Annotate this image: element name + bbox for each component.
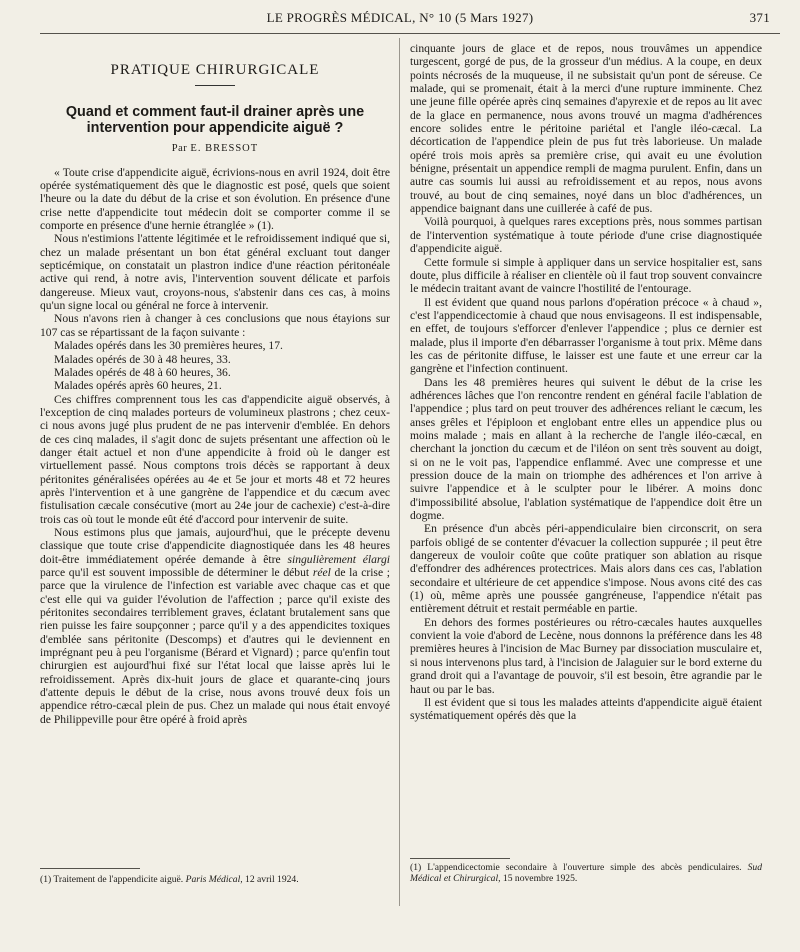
footnote-text: (1) Traitement de l'appendicite aiguë. <box>40 874 184 885</box>
text-run: Nous estimons plus que jamais, aujourd'hui, que le précepte devenu classique que toute crise d'appendicite diagnostiquée dans les 48 heures doit-être immédiatement opérée demande à être <box>40 525 390 566</box>
paragraph: Ces chiffres comprennent tous les cas d'appendicite aiguë observés, à l'exception de cinq malades porteurs de volumineux plastrons ; chez ceux-ci nous avons jugé plus prudent de ne pas intervenir d'emblée. En dehors de ces cinq malades, il s'agit donc de sujets présentant une affection où le danger était actuel et non d'une appendicite à froid où le danger est virtuellement passé. Nous comptons trois décès se rapportant à deux péritonites généralisées opérées au 4e et 5e jour et morts 48 et 72 heures après l'intervention et à une gangrène de l'appendice et du cæcum avec fistulisation cæcale consécutive (mort au 24e jour de cachexie) c'est-à-dire trois cas où tout le monde eût été d'accord pour intervenir de suite. <box>40 392 390 526</box>
footnote-text: (1) L'appendicectomie secondaire à l'ouverture simple des abcès pendiculaires. <box>410 862 742 873</box>
byline <box>40 142 390 155</box>
paragraph: Il est évident que si tous les malades atteints d'appendicite aiguë étaient systématiquement opérés dès que la <box>410 695 762 723</box>
footnote-left <box>40 874 390 885</box>
text-run: parce qu'il est souvent impossible de déterminer le début <box>40 566 310 579</box>
paragraph: En dehors des formes postérieures ou rétro-cæcales hautes auxquelles convient la voie d'abord de Lecène, nous donnons la préférence dans les 48 premières heures à l'incision de Mac Burney par dissociation musculaire et, si nous intervenons plus tard, à l'incision de Jalaguier sur le bord externe du grand droit qui a l'avantage de pouvoir, s'il est besoin, être agrandie par le haut ou par le bas. <box>410 615 762 696</box>
paragraph: En présence d'un abcès péri-appendiculaire bien circonscrit, on sera parfois obligé de se contenter d'évacuer la collection suppurée ; il peut être dangereux de vouloir coûte que coûte pratiquer son ablation au risque d'effondrer des adhérences protectrices. Mais alors dans ces cas, l'ablation secondaire et ultérieure de cet appendice s'impose. Nous avons cité des cas (1) où, même après une poussée gangréneuse, l'appendice n'était pas entièrement détruit et restait perméable en partie. <box>410 522 762 616</box>
stats-line: Malades opérés après 60 heures, 21. <box>54 379 222 393</box>
paragraph: Nous n'avons rien à changer à ces conclusions que nous étayions sur 107 cas se répartissant de la façon suivante : <box>40 312 390 339</box>
byline-author: E. BRESSOT <box>190 143 259 155</box>
paragraph: « Toute crise d'appendicite aiguë, écrivions-nous en avril 1924, doit être opérée systématiquement dès que le diagnostic est posé, quels que soient l'heure ou la date du début de la crise et son évolution. En présence d'une crise nette d'appendicite tout médecin doit se comporter comme il se comporte en présence d'une hernie étranglée » (1). <box>40 165 390 233</box>
rubric-rule <box>195 85 235 86</box>
left-column <box>40 42 390 882</box>
paragraph: cinquante jours de glace et de repos, nous trouvâmes un appendice turgescent, gorgé de pus, de la grosseur d'un médius. A la coupe, en deux points nécrosés de la muqueuse, il ne subsistait qu'un pont de séreuse. Ce malade, qui se promenait, était à la merci d'une rupture imminente. Chez une jeune fille opérée après cinq semaines d'apyrexie et de repos au lit avec de la glace en permanence, nous avons trouvé un magma d'adhérences encore solides entre le péritoine pariétal et l'angle iléo-cæcal. La décortication de l'appendice plein de pus fut très laborieuse. Un malade opéré trois mois après sa première crise, qui avait eu une évolution bénigne, présentait un appendice rempli de magma purulent. Enfin, dans un autre cas soumis lui aussi au refroidissement et au repos, nous avons trouvé, au bout de cinq semaines, noyé dans un bloc d'adhérences, un appendice baignant dans une cuillerée à café de pus. <box>410 42 762 216</box>
paragraph: Voilà pourquoi, à quelques rares exceptions près, nous sommes partisan de l'intervention systématique à toute période d'une crise diagnostiquée d'appendicite aiguë. <box>410 215 762 256</box>
stats-line: Malades opérés de 30 à 48 heures, 33. <box>54 352 231 366</box>
article-title: Quand et comment faut-il drainer après une intervention pour appendicite aiguë ? <box>65 104 365 137</box>
paragraph: Nous n'estimions l'attente légitimée et le refroidissement indiqué que si, chez un malade présentant un bon état général excluant tout danger septicémique, on constatait un plastron indice d'une réaction péritonéale active qui rend, à notre avis, l'intervention souvent délicate et parfois dangereuse. Mieux vaut, croyons-nous, s'abstenir dans ces cas, à moins qu'un signe local ou général ne force à intervenir. <box>40 232 390 313</box>
emphasis: réel <box>312 566 331 579</box>
footnote-date: 15 novembre 1925. <box>502 873 578 884</box>
footnote-rule <box>410 858 510 859</box>
paragraph: Il est évident que quand nous parlons d'opération précoce « à chaud », c'est l'appendicectomie à chaud que nous envisageons. Il est indispensable, en effet, de toujours s'efforcer d'enlever l'appendice ; plus ce dernier est malade, plus il importe d'en débarrasser l'organisme à tout prix. Même dans les cas de péritonite diffuse, le laisser est une faute et une erreur car la gangrène et l'infection continuent. <box>410 295 762 376</box>
running-head <box>0 10 800 30</box>
footnote-journal: Sud Médical et Chirurgical, <box>410 862 762 884</box>
paragraph: Dans les 48 premières heures qui suivent le début de la crise les adhérences lâches que l'on rencontre rendent en général facile l'ablation de l'appendice ; plus tard on peut trouver des adhérences reliant le cæcum, les anses grêles et l'épiploon et englobant entre elles un appendice plus ou moins malade ; mais en allant à la recherche de l'angle iléo-cæcal, en cherchant la jonction du cæcum et de l'iléon on sent très souvent au doigt, si on ne le voit pas, l'appendice enflammé. Avec une compresse et une pression douce de la main on triomphe des adhérences et l'on arrive à suivre l'appendice et à le sculpter pour le libérer. A moins donc d'impossibilité absolue, l'ablation systématique de l'appendice doit être un dogme. <box>410 375 762 523</box>
header-rule <box>40 33 780 34</box>
running-title: LE PROGRÈS MÉDICAL, N° 10 (5 Mars 1927) <box>266 10 534 25</box>
emphasis: singulièrement élargi <box>287 552 390 566</box>
byline-prefix: Par <box>171 143 188 155</box>
footnote-right <box>410 862 762 884</box>
paragraph <box>40 526 390 726</box>
paragraph: Cette formule si simple à appliquer dans un service hospitalier est, sans doute, plus difficile à réaliser en clientèle où il faut trop souvent convaincre le médecin traitant avant de vaincre l'hostilité de l'entourage. <box>410 255 762 296</box>
stats-line: Malades opérés dans les 30 premières heures, 17. <box>54 339 283 353</box>
column-divider <box>399 38 400 906</box>
section-rubric: PRATIQUE CHIRURGICALE <box>110 62 320 78</box>
page-number: 371 <box>749 10 770 25</box>
text-run: de la crise ; parce que la virulence de l'infection est variable avec chaque cas et que c'est elle qui va guider l'évolution de l'affection ; parce qu'il existe des péritonites secondaires terriblement graves, éclatant brutalement sans que rien puisse les faire soupçonner ; parce qu'il y a des appendicites toxiques d'emblée sans péritonite (Descomps) et d'autres qui le deviennent en imprégnant peu à peu l'organisme (Bérard et Vignard) ; parce qu'enfin tout chirurgien est aujourd'hui fixé sur l'état local que laisse après lui le refroidissement. Après dix-huit jours de glace et quarante-cinq jours d'attente depuis le début de la crise, nous avons trouvé deux fois un appendice rétro-cæcal plein de pus. Chez un malade qui nous était envoyé de Philippeville pour être opéré à froid après <box>40 566 390 726</box>
stats-line: Malades opérés de 48 à 60 heures, 36. <box>54 365 231 379</box>
footnote-rule <box>40 868 140 869</box>
footnote-journal: Paris Médical, <box>185 874 243 885</box>
right-column <box>410 42 762 882</box>
footnote-date: 12 avril 1924. <box>245 874 299 885</box>
